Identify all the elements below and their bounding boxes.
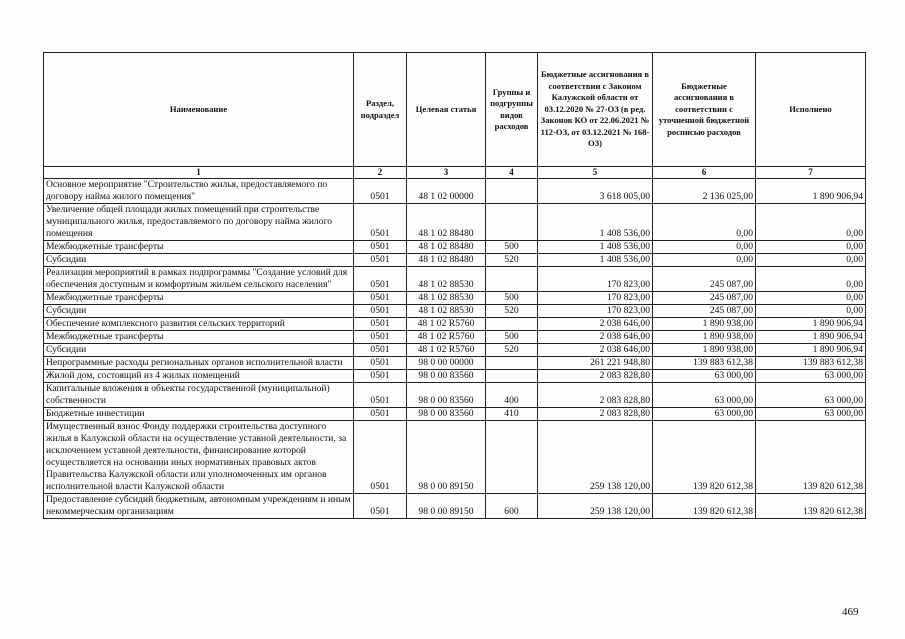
- row-section: 0501: [354, 241, 407, 254]
- row-refined-amount: 245 087,00: [653, 305, 756, 318]
- row-target: 98 0 00 89150: [407, 421, 486, 494]
- table-row: [44, 254, 866, 267]
- row-name: Предоставление субсидий бюджетным, автономным учреждениям и иным некоммерческим организациям: [44, 494, 354, 519]
- row-name: Увеличение общей площади жилых помещений при строительстве муниципального жилья, предоставляемого по договору найма жилого помещения: [44, 204, 354, 241]
- row-section: 0501: [354, 494, 407, 519]
- row-target: 48 1 02 88480: [407, 204, 486, 241]
- header-target: Целевая статья: [407, 53, 486, 167]
- row-target: 48 1 02 88530: [407, 267, 486, 292]
- row-law-amount: 261 221 948,80: [538, 357, 653, 370]
- page-number: 469: [842, 606, 859, 618]
- table-row: [44, 241, 866, 254]
- row-executed-amount: 0,00: [756, 305, 866, 318]
- row-law-amount: 259 138 120,00: [538, 494, 653, 519]
- table-row: [44, 344, 866, 357]
- row-name: Субсидии: [44, 254, 354, 267]
- row-target: 48 1 02 R5760: [407, 344, 486, 357]
- table-row: [44, 204, 866, 241]
- row-section: 0501: [354, 305, 407, 318]
- column-number: 3: [407, 167, 486, 179]
- table-row: [44, 357, 866, 370]
- row-section: 0501: [354, 383, 407, 408]
- row-refined-amount: 63 000,00: [653, 370, 756, 383]
- table-row: [44, 421, 866, 494]
- table-row: [44, 383, 866, 408]
- row-group: [486, 318, 538, 331]
- budget-table: [43, 52, 866, 519]
- row-executed-amount: 0,00: [756, 267, 866, 292]
- row-refined-amount: 245 087,00: [653, 267, 756, 292]
- row-law-amount: 1 408 536,00: [538, 241, 653, 254]
- row-section: 0501: [354, 421, 407, 494]
- column-number: 4: [486, 167, 538, 179]
- row-section: 0501: [354, 344, 407, 357]
- row-section: 0501: [354, 318, 407, 331]
- row-name: Субсидии: [44, 305, 354, 318]
- row-law-amount: 2 038 646,00: [538, 331, 653, 344]
- header-groups: Группы и подгруппы видов расходов: [486, 53, 538, 167]
- row-law-amount: 3 618 005,00: [538, 179, 653, 204]
- row-executed-amount: 139 820 612,38: [756, 421, 866, 494]
- row-refined-amount: 63 000,00: [653, 383, 756, 408]
- row-group: 500: [486, 292, 538, 305]
- row-target: 48 1 02 00000: [407, 179, 486, 204]
- row-executed-amount: 1 890 906,94: [756, 331, 866, 344]
- row-name: Реализация мероприятий в рамках подпрограммы "Создание условий для обеспечения доступным и комфортным жильем сельского населения": [44, 267, 354, 292]
- row-law-amount: 2 083 828,80: [538, 383, 653, 408]
- row-name: Обеспечение комплексного развития сельских территорий: [44, 318, 354, 331]
- row-executed-amount: 1 890 906,94: [756, 179, 866, 204]
- row-group: [486, 370, 538, 383]
- row-refined-amount: 1 890 938,00: [653, 344, 756, 357]
- row-executed-amount: 63 000,00: [756, 408, 866, 421]
- header-section: Раздел, подраздел: [354, 53, 407, 167]
- row-section: 0501: [354, 357, 407, 370]
- row-refined-amount: 1 890 938,00: [653, 318, 756, 331]
- row-law-amount: 1 408 536,00: [538, 204, 653, 241]
- header-executed: Исполнено: [756, 53, 866, 167]
- row-executed-amount: 0,00: [756, 204, 866, 241]
- header-refined-allocation: Бюджетные ассигнования в соответствии с уточненной бюджетной росписью расходов: [653, 53, 756, 167]
- row-law-amount: 2 038 646,00: [538, 344, 653, 357]
- column-number: 2: [354, 167, 407, 179]
- table-row: [44, 179, 866, 204]
- row-name: Жилой дом, состоящий из 4 жилых помещений: [44, 370, 354, 383]
- row-law-amount: 170 823,00: [538, 267, 653, 292]
- row-refined-amount: 63 000,00: [653, 408, 756, 421]
- row-name: Межбюджетные трансферты: [44, 331, 354, 344]
- row-group: [486, 179, 538, 204]
- row-law-amount: 2 083 828,80: [538, 370, 653, 383]
- row-name: Межбюджетные трансферты: [44, 292, 354, 305]
- row-target: 98 0 00 83560: [407, 383, 486, 408]
- row-executed-amount: 139 883 612,38: [756, 357, 866, 370]
- row-executed-amount: 139 820 612,38: [756, 494, 866, 519]
- row-law-amount: 1 408 536,00: [538, 254, 653, 267]
- row-target: 98 0 00 83560: [407, 370, 486, 383]
- row-name: Субсидии: [44, 344, 354, 357]
- row-section: 0501: [354, 254, 407, 267]
- row-section: 0501: [354, 408, 407, 421]
- table-row: [44, 494, 866, 519]
- row-refined-amount: 0,00: [653, 204, 756, 241]
- row-group: [486, 267, 538, 292]
- row-name: Бюджетные инвестиции: [44, 408, 354, 421]
- row-target: 48 1 02 R5760: [407, 331, 486, 344]
- row-refined-amount: 2 136 025,00: [653, 179, 756, 204]
- row-executed-amount: 1 890 906,94: [756, 318, 866, 331]
- row-executed-amount: 0,00: [756, 241, 866, 254]
- row-section: 0501: [354, 179, 407, 204]
- header-law-allocation: Бюджетные ассигнования в соответствии с Законом Калужской области от 03.12.2020 № 27-ОЗ (в ред. Законов КО от 22.06.2021 № 112-ОЗ, от 03.12.2021 № 168-ОЗ): [538, 53, 653, 167]
- row-target: 48 1 02 88530: [407, 292, 486, 305]
- row-name: Межбюджетные трансферты: [44, 241, 354, 254]
- row-target: 98 0 00 89150: [407, 494, 486, 519]
- row-group: [486, 204, 538, 241]
- row-law-amount: 259 138 120,00: [538, 421, 653, 494]
- column-number: 7: [756, 167, 866, 179]
- row-refined-amount: 139 883 612,38: [653, 357, 756, 370]
- row-target: 48 1 02 88480: [407, 241, 486, 254]
- header-row: [44, 53, 866, 167]
- table-row: [44, 331, 866, 344]
- row-refined-amount: 0,00: [653, 254, 756, 267]
- row-law-amount: 2 083 828,80: [538, 408, 653, 421]
- row-group: 520: [486, 305, 538, 318]
- row-target: 48 1 02 88480: [407, 254, 486, 267]
- row-name: Непрограммные расходы региональных органов исполнительной власти: [44, 357, 354, 370]
- row-law-amount: 170 823,00: [538, 305, 653, 318]
- row-name: Капитальные вложения в объекты государственной (муниципальной) собственности: [44, 383, 354, 408]
- row-section: 0501: [354, 331, 407, 344]
- row-group: 400: [486, 383, 538, 408]
- row-executed-amount: 0,00: [756, 292, 866, 305]
- row-target: 48 1 02 88530: [407, 305, 486, 318]
- row-refined-amount: 1 890 938,00: [653, 331, 756, 344]
- row-refined-amount: 0,00: [653, 241, 756, 254]
- row-executed-amount: 1 890 906,94: [756, 344, 866, 357]
- header-name: Наименование: [44, 53, 354, 167]
- column-number: 6: [653, 167, 756, 179]
- row-section: 0501: [354, 204, 407, 241]
- row-executed-amount: 0,00: [756, 254, 866, 267]
- row-group: [486, 357, 538, 370]
- row-refined-amount: 139 820 612,38: [653, 494, 756, 519]
- row-group: 600: [486, 494, 538, 519]
- table-row: [44, 305, 866, 318]
- row-name: Имущественный взнос Фонду поддержки строительства доступного жилья в Калужской области на осуществление уставной деятельности, за исключением уставной деятельности, финансирование которой осуществляется на основании иных нормативных правовых актов Правительства Калужской области или уполномоченных им органов исполнительной власти Калужской области: [44, 421, 354, 494]
- row-section: 0501: [354, 267, 407, 292]
- row-group: 520: [486, 344, 538, 357]
- column-number: 1: [44, 167, 354, 179]
- table-row: [44, 318, 866, 331]
- row-group: 500: [486, 241, 538, 254]
- row-group: 520: [486, 254, 538, 267]
- table-row: [44, 292, 866, 305]
- row-target: 98 0 00 00000: [407, 357, 486, 370]
- column-number: 5: [538, 167, 653, 179]
- table-row: [44, 370, 866, 383]
- row-executed-amount: 63 000,00: [756, 370, 866, 383]
- column-number-row: [44, 167, 866, 179]
- row-refined-amount: 245 087,00: [653, 292, 756, 305]
- row-law-amount: 170 823,00: [538, 292, 653, 305]
- table-row: [44, 267, 866, 292]
- row-group: [486, 421, 538, 494]
- row-name: Основное мероприятие "Строительство жилья, предоставляемого по договору найма жилого помещения": [44, 179, 354, 204]
- row-target: 98 0 00 83560: [407, 408, 486, 421]
- row-section: 0501: [354, 292, 407, 305]
- row-executed-amount: 63 000,00: [756, 383, 866, 408]
- row-section: 0501: [354, 370, 407, 383]
- row-law-amount: 2 038 646,00: [538, 318, 653, 331]
- row-target: 48 1 02 R5760: [407, 318, 486, 331]
- row-group: 500: [486, 331, 538, 344]
- row-group: 410: [486, 408, 538, 421]
- table-row: [44, 408, 866, 421]
- row-refined-amount: 139 820 612,38: [653, 421, 756, 494]
